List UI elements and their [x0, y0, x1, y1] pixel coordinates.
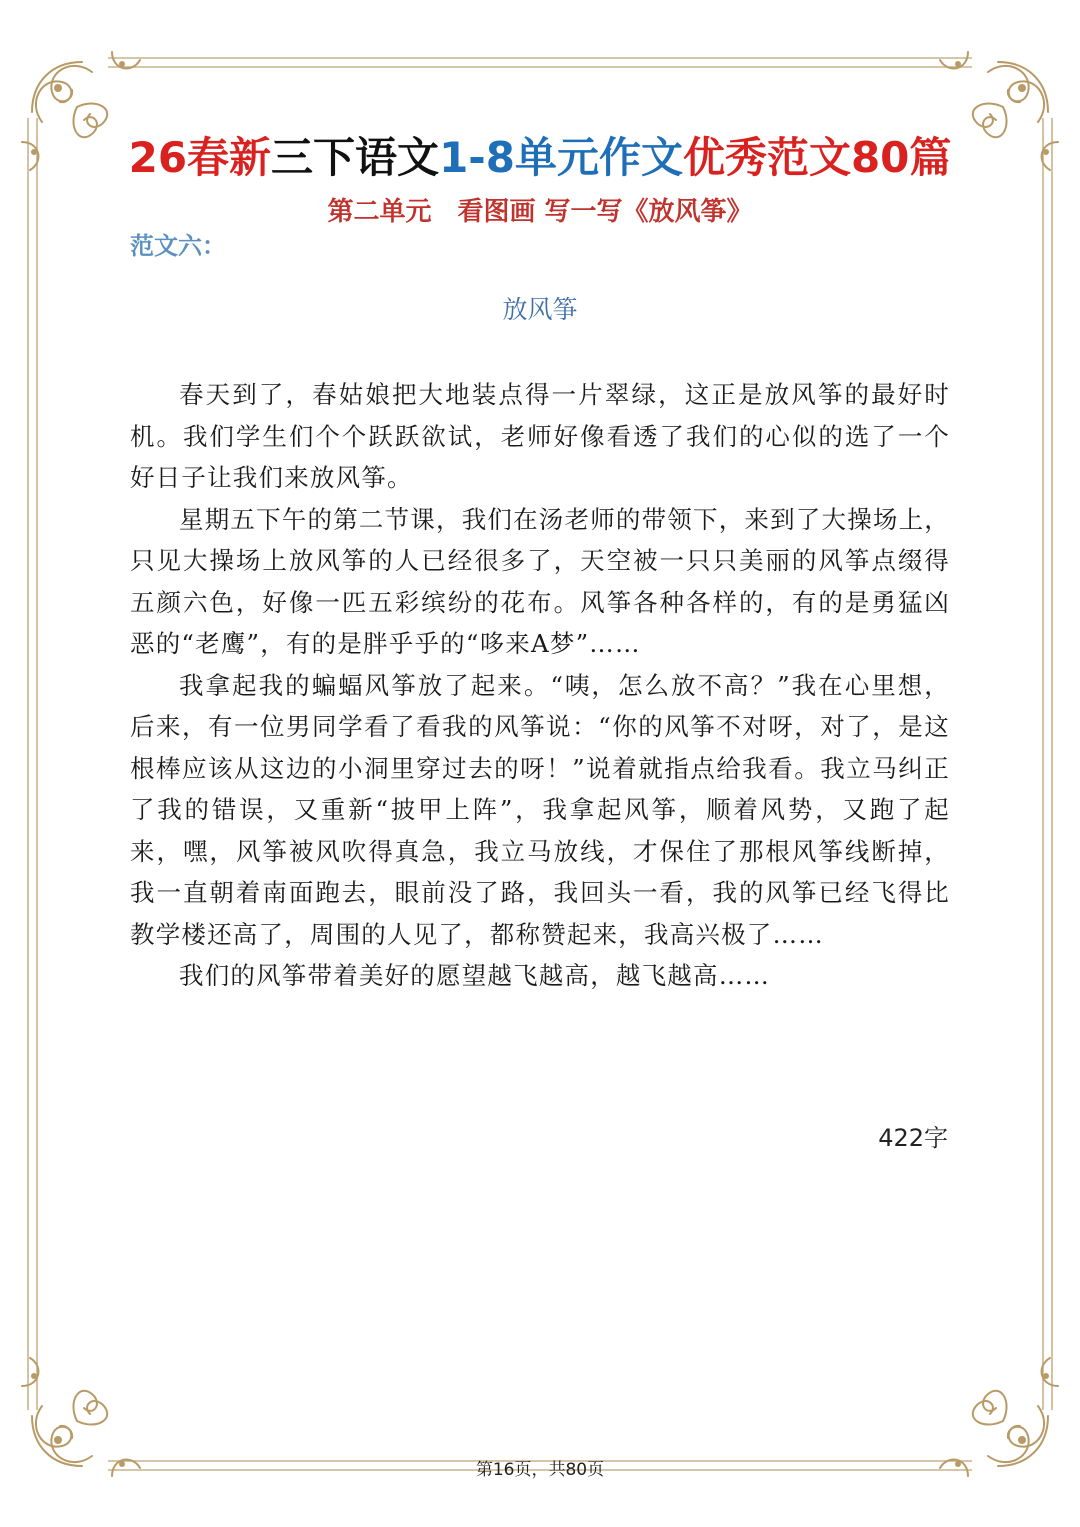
word-count: 422字	[878, 1124, 948, 1152]
page-number: 第16页，共80页	[475, 1460, 605, 1480]
paragraph: 我们的风筝带着美好的愿望越飞越高，越飞越高……	[179, 961, 771, 990]
title-part: 1-8单元作文	[439, 133, 683, 182]
essay-body	[130, 374, 950, 997]
essay-title: 放风筝	[502, 295, 578, 324]
title-part: 26春新	[128, 133, 272, 182]
paragraph: 我拿起我的蝙蝠风筝放了起来。“咦，怎么放不高？”我在心里想，后来，有一位男同学看了看我的风筝说：“你的风筝不对呀，对了，是这根棒应该从这边的小洞里穿过去的呀！”说着就指点给我看。我立马纠正了我的错误，又重新“披甲上阵”，我拿起风筝，顺着风势，又跑了起来，嘿，风筝被风吹得真急，我立马放线，才保住了那根风筝线断掉，我一直朝着南面跑去，眼前没了路，我回头一看，我的风筝已经飞得比教学楼还高了，周围的人见了，都称赞起来，我高兴极了……	[130, 670, 950, 949]
sample-label: 范文六：	[130, 231, 226, 260]
title-part: 三下语文	[271, 133, 440, 182]
unit-subtitle: 第二单元 看图画 写一写《放风筝》	[327, 197, 753, 227]
paragraph: 星期五下午的第二节课，我们在汤老师的带领下，来到了大操场上，只见大操场上放风筝的人已经很多了，天空被一只只美丽的风筝点缀得五颜六色，好像一匹五彩缤纷的花布。风筝各种各样的，有的是勇猛凶恶的“老鹰”，有的是胖乎乎的“哆来A梦”……	[130, 504, 950, 658]
title-part: 优秀范文80篇	[682, 133, 952, 182]
paragraph: 春天到了，春姑娘把大地装点得一片翠绿，这正是放风筝的最好时机。我们学生们个个跃跃欲试，老师好像看透了我们的心似的选了一个好日子让我们来放风筝。	[130, 380, 950, 492]
page-title	[0, 128, 1080, 188]
